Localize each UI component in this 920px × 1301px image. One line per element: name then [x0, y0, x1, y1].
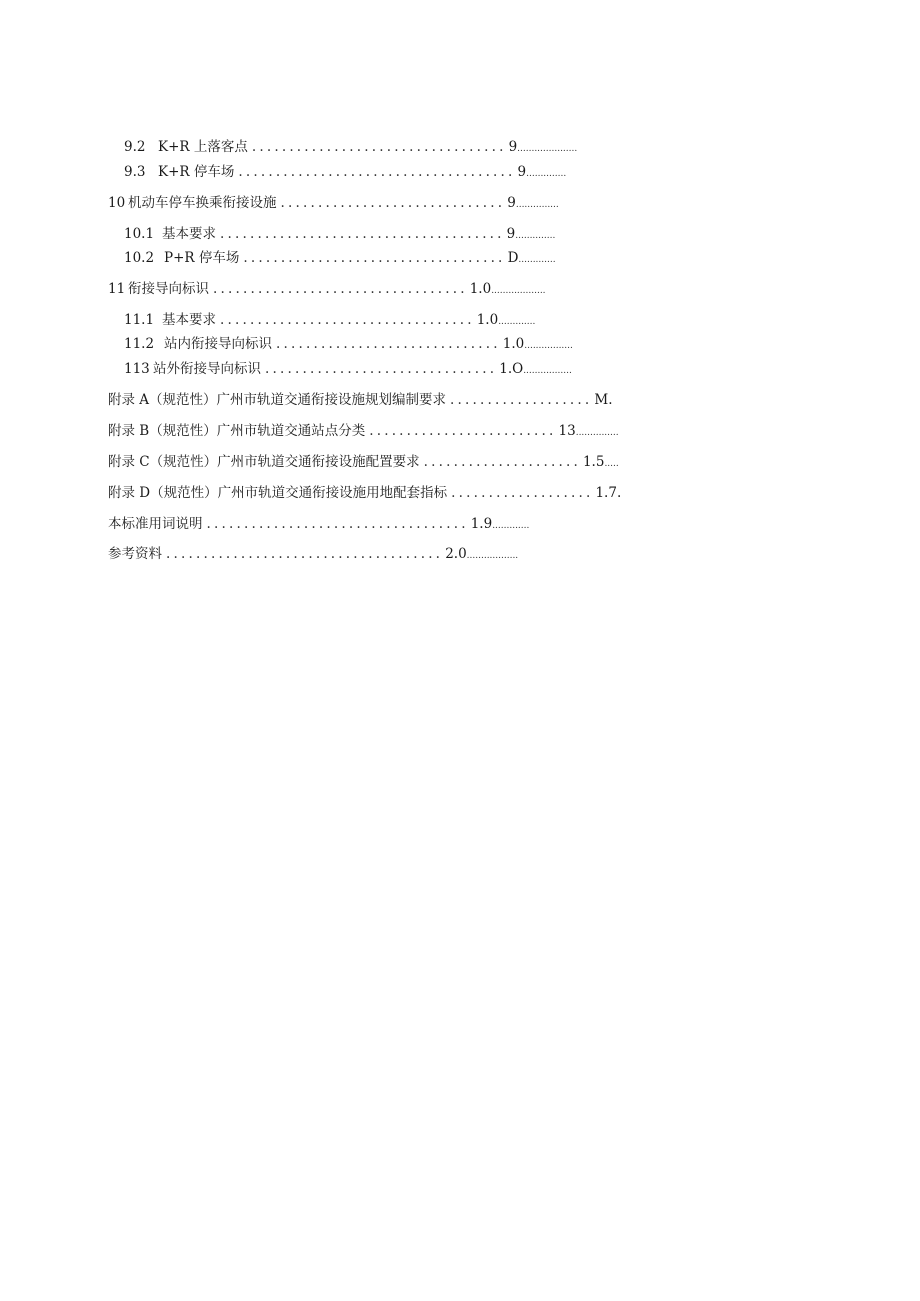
toc-entry-title: 基本要求 [162, 226, 216, 242]
toc-leader-dots: ................................... [206, 516, 469, 532]
toc-entry-title: 参考资料 [108, 546, 162, 562]
toc-trailing-dots: ................... [491, 286, 546, 296]
toc-entry-appendix-c[interactable] [108, 453, 619, 473]
toc-page-number: 9 [508, 139, 518, 155]
toc-entry-10-1[interactable] [124, 225, 555, 245]
toc-entry-title: 站外衔接导向标识 [153, 361, 261, 377]
toc-page-number: 9 [506, 226, 516, 242]
toc-entry-title: （规范性）广州市轨道交通站点分类 [149, 423, 366, 439]
toc-entry-appendix-a[interactable] [108, 391, 613, 409]
toc-trailing-dots: .............. [526, 169, 567, 179]
toc-page-number: 1.5 [582, 454, 605, 470]
toc-entry-title: （规范性）广州市轨道交通衔接设施规划编制要求 [149, 392, 447, 408]
toc-entry-title: P+R 停车场 [164, 250, 240, 266]
toc-page-number: 2.0 [445, 546, 467, 562]
toc-entry-number: 10.2 [124, 250, 155, 266]
toc-leader-dots: ..................................... [238, 164, 516, 180]
toc-entry-9-2[interactable] [124, 138, 577, 158]
toc-entry-title: K+R 上落客点 [158, 139, 248, 155]
toc-page-number: 1.0 [476, 312, 499, 328]
toc-leader-dots: ................... [450, 392, 593, 408]
toc-trailing-dots: .............. [515, 231, 556, 241]
toc-trailing-dots: ............. [492, 521, 530, 531]
toc-page-number: M. [594, 392, 613, 408]
toc-entry-number: 附录 B [108, 423, 150, 439]
toc-page-number: D [507, 250, 519, 266]
toc-entry-appendix-b[interactable] [108, 422, 619, 442]
toc-entry-title: 衔接导向标识 [128, 281, 209, 297]
toc-entry-title: 本标准用词说明 [108, 516, 203, 532]
toc-page-number: 1.O [499, 361, 524, 377]
toc-entry-number: 11.1 [124, 312, 155, 328]
toc-leader-dots: ...................................... [220, 226, 505, 242]
toc-leader-dots: ..................................... [166, 546, 444, 562]
toc-leader-dots: ................... [451, 485, 594, 501]
toc-entry-wording-explanation[interactable] [108, 515, 529, 535]
toc-trailing-dots: ................. [523, 366, 572, 376]
toc-trailing-dots: ..................... [517, 144, 578, 154]
toc-trailing-dots: ..... [604, 459, 619, 469]
toc-page-number: 1.0 [469, 281, 492, 297]
toc-page-number: 1.9 [470, 516, 493, 532]
toc-entry-title: K+R 停车场 [158, 164, 235, 180]
toc-entry-11-2[interactable] [124, 335, 573, 355]
toc-entry-number: 附录 A [108, 392, 150, 408]
toc-leader-dots: .............................. [280, 195, 506, 211]
toc-leader-dots: .................................. [251, 139, 507, 155]
toc-entry-number: 附录 C [108, 454, 150, 470]
toc-leader-dots: .................................. [220, 312, 475, 328]
toc-entry-number: 9.2 [124, 139, 146, 155]
toc-entry-number: 11.2 [124, 336, 155, 352]
toc-leader-dots: ......................... [369, 423, 557, 439]
toc-page-number: 1.0 [502, 336, 525, 352]
toc-trailing-dots: ............. [518, 255, 556, 265]
toc-entry-title: 基本要求 [162, 312, 216, 328]
toc-entry-number: 10 [108, 195, 126, 211]
toc-page-number: 9 [517, 164, 527, 180]
toc-entry-title: （规范性）广州市轨道交通衔接设施配置要求 [149, 454, 420, 470]
toc-entry-11[interactable] [108, 280, 546, 300]
toc-entry-number: 9.3 [124, 164, 146, 180]
toc-page-number: 13 [558, 423, 576, 439]
toc-entry-title: 机动车停车换乘衔接设施 [128, 195, 277, 211]
toc-trailing-dots: ............... [575, 428, 619, 438]
toc-trailing-dots: ............... [515, 200, 559, 210]
toc-entry-number: 113 [124, 361, 150, 377]
toc-entry-number: 11 [108, 281, 126, 297]
toc-leader-dots: .............................. [276, 336, 501, 352]
toc-entry-number: 附录 D [108, 485, 151, 501]
toc-entry-10[interactable] [108, 194, 559, 214]
toc-entry-number: 10.1 [124, 226, 155, 242]
toc-leader-dots: ................................... [243, 250, 506, 266]
toc-entry-title: 站内衔接导向标识 [164, 336, 272, 352]
toc-trailing-dots: .................. [466, 551, 519, 561]
toc-page-number: 1.7. [595, 485, 622, 501]
toc-entry-10-2[interactable] [124, 249, 556, 269]
toc-trailing-dots: ............. [498, 317, 536, 327]
toc-page-number: 9 [507, 195, 516, 211]
toc-leader-dots: ............................... [265, 361, 498, 377]
toc-entry-references[interactable] [108, 545, 518, 565]
toc-trailing-dots: ................. [524, 341, 573, 351]
toc-entry-title: （规范性）广州市轨道交通衔接设施用地配套指标 [150, 485, 448, 501]
toc-entry-11-3[interactable] [124, 360, 572, 380]
toc-leader-dots: .................................. [213, 281, 468, 297]
toc-entry-11-1[interactable] [124, 311, 535, 331]
toc-leader-dots: ..................... [423, 454, 581, 470]
toc-entry-appendix-d[interactable] [108, 484, 621, 502]
toc-entry-9-3[interactable] [124, 163, 566, 183]
